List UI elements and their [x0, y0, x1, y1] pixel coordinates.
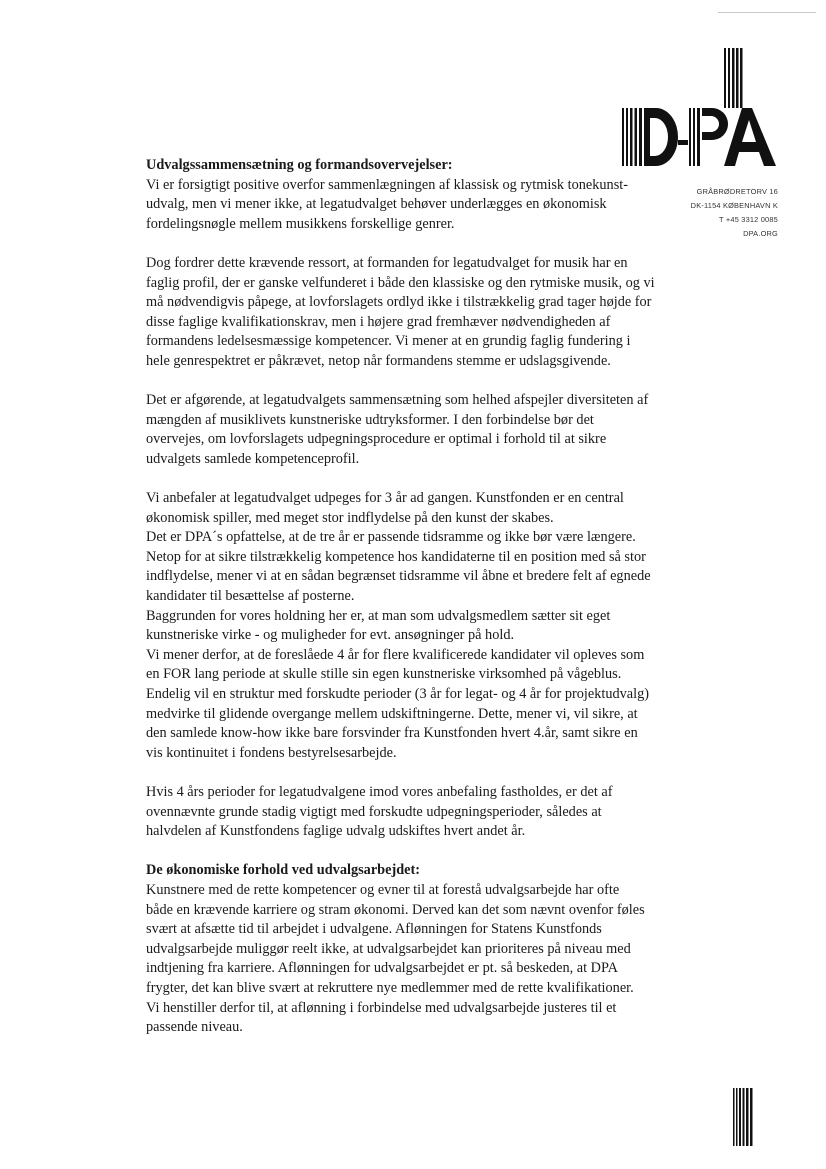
text-line: indtjening fra karriere. Aflønningen for udvalgsarbejdet er pt. så beskeden, at DPA	[146, 960, 618, 977]
text-line: frygter, det kan blive svært at rekruttere nye medlemmer med de rette kvalifikationer.	[146, 979, 634, 996]
text-line: Hvis 4 års perioder for legatudvalgene imod vores anbefaling fastholdes, er det af	[146, 784, 613, 800]
text-line: fordelingsnøgle mellem musikkens forskellige genrer.	[146, 215, 455, 232]
text-line: Kunstnere med de rette kompetencer og evner til at forestå udvalgsarbejde har ofte	[146, 881, 620, 898]
text-line: økonomisk spiller, med meget stor indflydelse på den kunst der skabes.	[146, 509, 554, 526]
text-line: den samlede know-how ikke bare forsvinder fra Kunstfonden hvert 4.år, samt sikre en	[146, 725, 638, 742]
text-line: formandens ledelsesmæssige kompetencer. Vi mener at en grundig faglig fundering i	[146, 333, 631, 350]
text-line: passende niveau.	[146, 1019, 243, 1036]
text-line: indflydelse, mener vi at en sådan begrænset tidsramme vil åbne et bredere felt af egnede	[146, 568, 651, 585]
dpa-logo	[620, 46, 780, 168]
text-line: faglig profil, der er ganske velfunderet i både den klassiske og den rytmiske musik, og vi	[146, 274, 655, 291]
text-line: disse faglige kvalifikationskrav, men i højere grad fremhæver nødvendigheden af	[146, 313, 611, 330]
footer-bars-mark	[732, 1088, 754, 1146]
text-line: både en krævende karriere og stram økonomi. Derved kan det som nævnt ovenfor føles	[146, 901, 645, 918]
text-line: udvalgets samlede kompetenceprofil.	[146, 450, 360, 467]
text-line: Endelig vil en struktur med forskudte perioder (3 år for legat- og 4 år for projektudvalg)	[146, 686, 650, 703]
text-line: Det er afgørende, at legatudvalgets sammensætning som helhed afspejler diversiteten af	[146, 392, 649, 409]
text-line: Netop for at sikre tilstrækkelig kompetence hos kandidaterne til en position med så stor	[146, 548, 646, 565]
text-line: kandidater til besættelse af posterne.	[146, 588, 355, 605]
section1-paragraph-4	[146, 489, 706, 763]
section2-paragraph-1	[146, 861, 706, 1037]
text-line: Dog fordrer dette krævende ressort, at formanden for legatudvalget for musik har en	[146, 254, 628, 271]
section2-heading: De økonomiske forhold ved udvalgsarbejdet:	[146, 862, 421, 879]
text-line: Vi henstiller derfor til, at aflønning i forbindelse med udvalgsarbejde justeres til et	[146, 999, 617, 1016]
section1-paragraph-3	[146, 391, 706, 469]
section1-paragraph-2	[146, 254, 706, 372]
text-line: hele genrespektret er påkrævet, netop når formandens stemme er udslagsgivende.	[146, 352, 611, 369]
text-line: kunstneriske virke - og muligheder for evt. ansøgninger på hold.	[146, 627, 515, 644]
text-line: udvalg, men vi mener ikke, at legatudvalget behøver underlægges en økonomisk	[146, 196, 607, 213]
address-phone: T +45 3312 0085	[719, 215, 778, 224]
footer-bars-graphic	[732, 1088, 754, 1146]
text-line: må nødvendigvis påpege, at lovforslagets ordlyd ikke i tilstrækkelig grad tager højde for	[146, 294, 652, 311]
text-line: Vi anbefaler at legatudvalget udpeges for 3 år ad gangen. Kunstfonden er en central	[146, 490, 624, 507]
text-line: udvalgsarbejde muliggør reelt ikke, at udvalgsarbejdet kan prioriteres på niveau med	[146, 940, 631, 957]
text-line: Vi er forsigtigt positive overfor sammenlægningen af klassisk og rytmisk tonekunst-	[146, 176, 628, 193]
text-line: Vi mener derfor, at de foreslåede 4 år for flere kvalificerede kandidater vil opleves som	[146, 646, 645, 663]
text-line: overvejes, om lovforslagets udpegningsprocedure er optimal i forhold til at sikre	[146, 431, 607, 448]
scan-edge-line	[718, 12, 816, 13]
text-line: medvirke til glidende overgange mellem udskiftningerne. Dette, mener vi, vil sikre, at	[146, 705, 638, 722]
section1-heading: Udvalgssammensætning og formandsovervejelser:	[146, 157, 453, 173]
text-line: svært at afsætte tid til arbejdet i udvalgene. Aflønningen for Statens Kunstfonds	[146, 921, 602, 938]
text-line: mængden af musiklivets kunstneriske udtryksformer. I den forbindelse bør det	[146, 411, 594, 428]
text-line: vis kontinuitet i fondens bestyrelsesarbejde.	[146, 744, 397, 761]
text-line: Det er DPA´s opfattelse, at de tre år er passende tidsramme og ikke bør være længere.	[146, 529, 636, 546]
text-line: en FOR lang periode at skulle stille sin egen kunstneriske virksomhed på vågeblus.	[146, 666, 622, 683]
section1-paragraph-1	[146, 156, 706, 234]
text-line: Baggrunden for vores holdning her er, at man som udvalgsmedlem sætter sit eget	[146, 607, 611, 624]
text-line: ovennævnte grunde stadig vigtigt med forskudte udpegningsperioder, således at	[146, 803, 602, 820]
address-street: GRÅBRØDRETORV 16	[696, 187, 778, 196]
address-web: DPA.ORG	[743, 229, 778, 238]
letter-body	[146, 156, 706, 1057]
section1-paragraph-5	[146, 783, 706, 842]
text-line: halvdelen af Kunstfondens faglige udvalg udskiftes hvert andet år.	[146, 823, 526, 840]
dpa-logo-graphic	[620, 46, 780, 168]
address-city: DK-1154 KØBENHAVN K	[690, 201, 778, 210]
